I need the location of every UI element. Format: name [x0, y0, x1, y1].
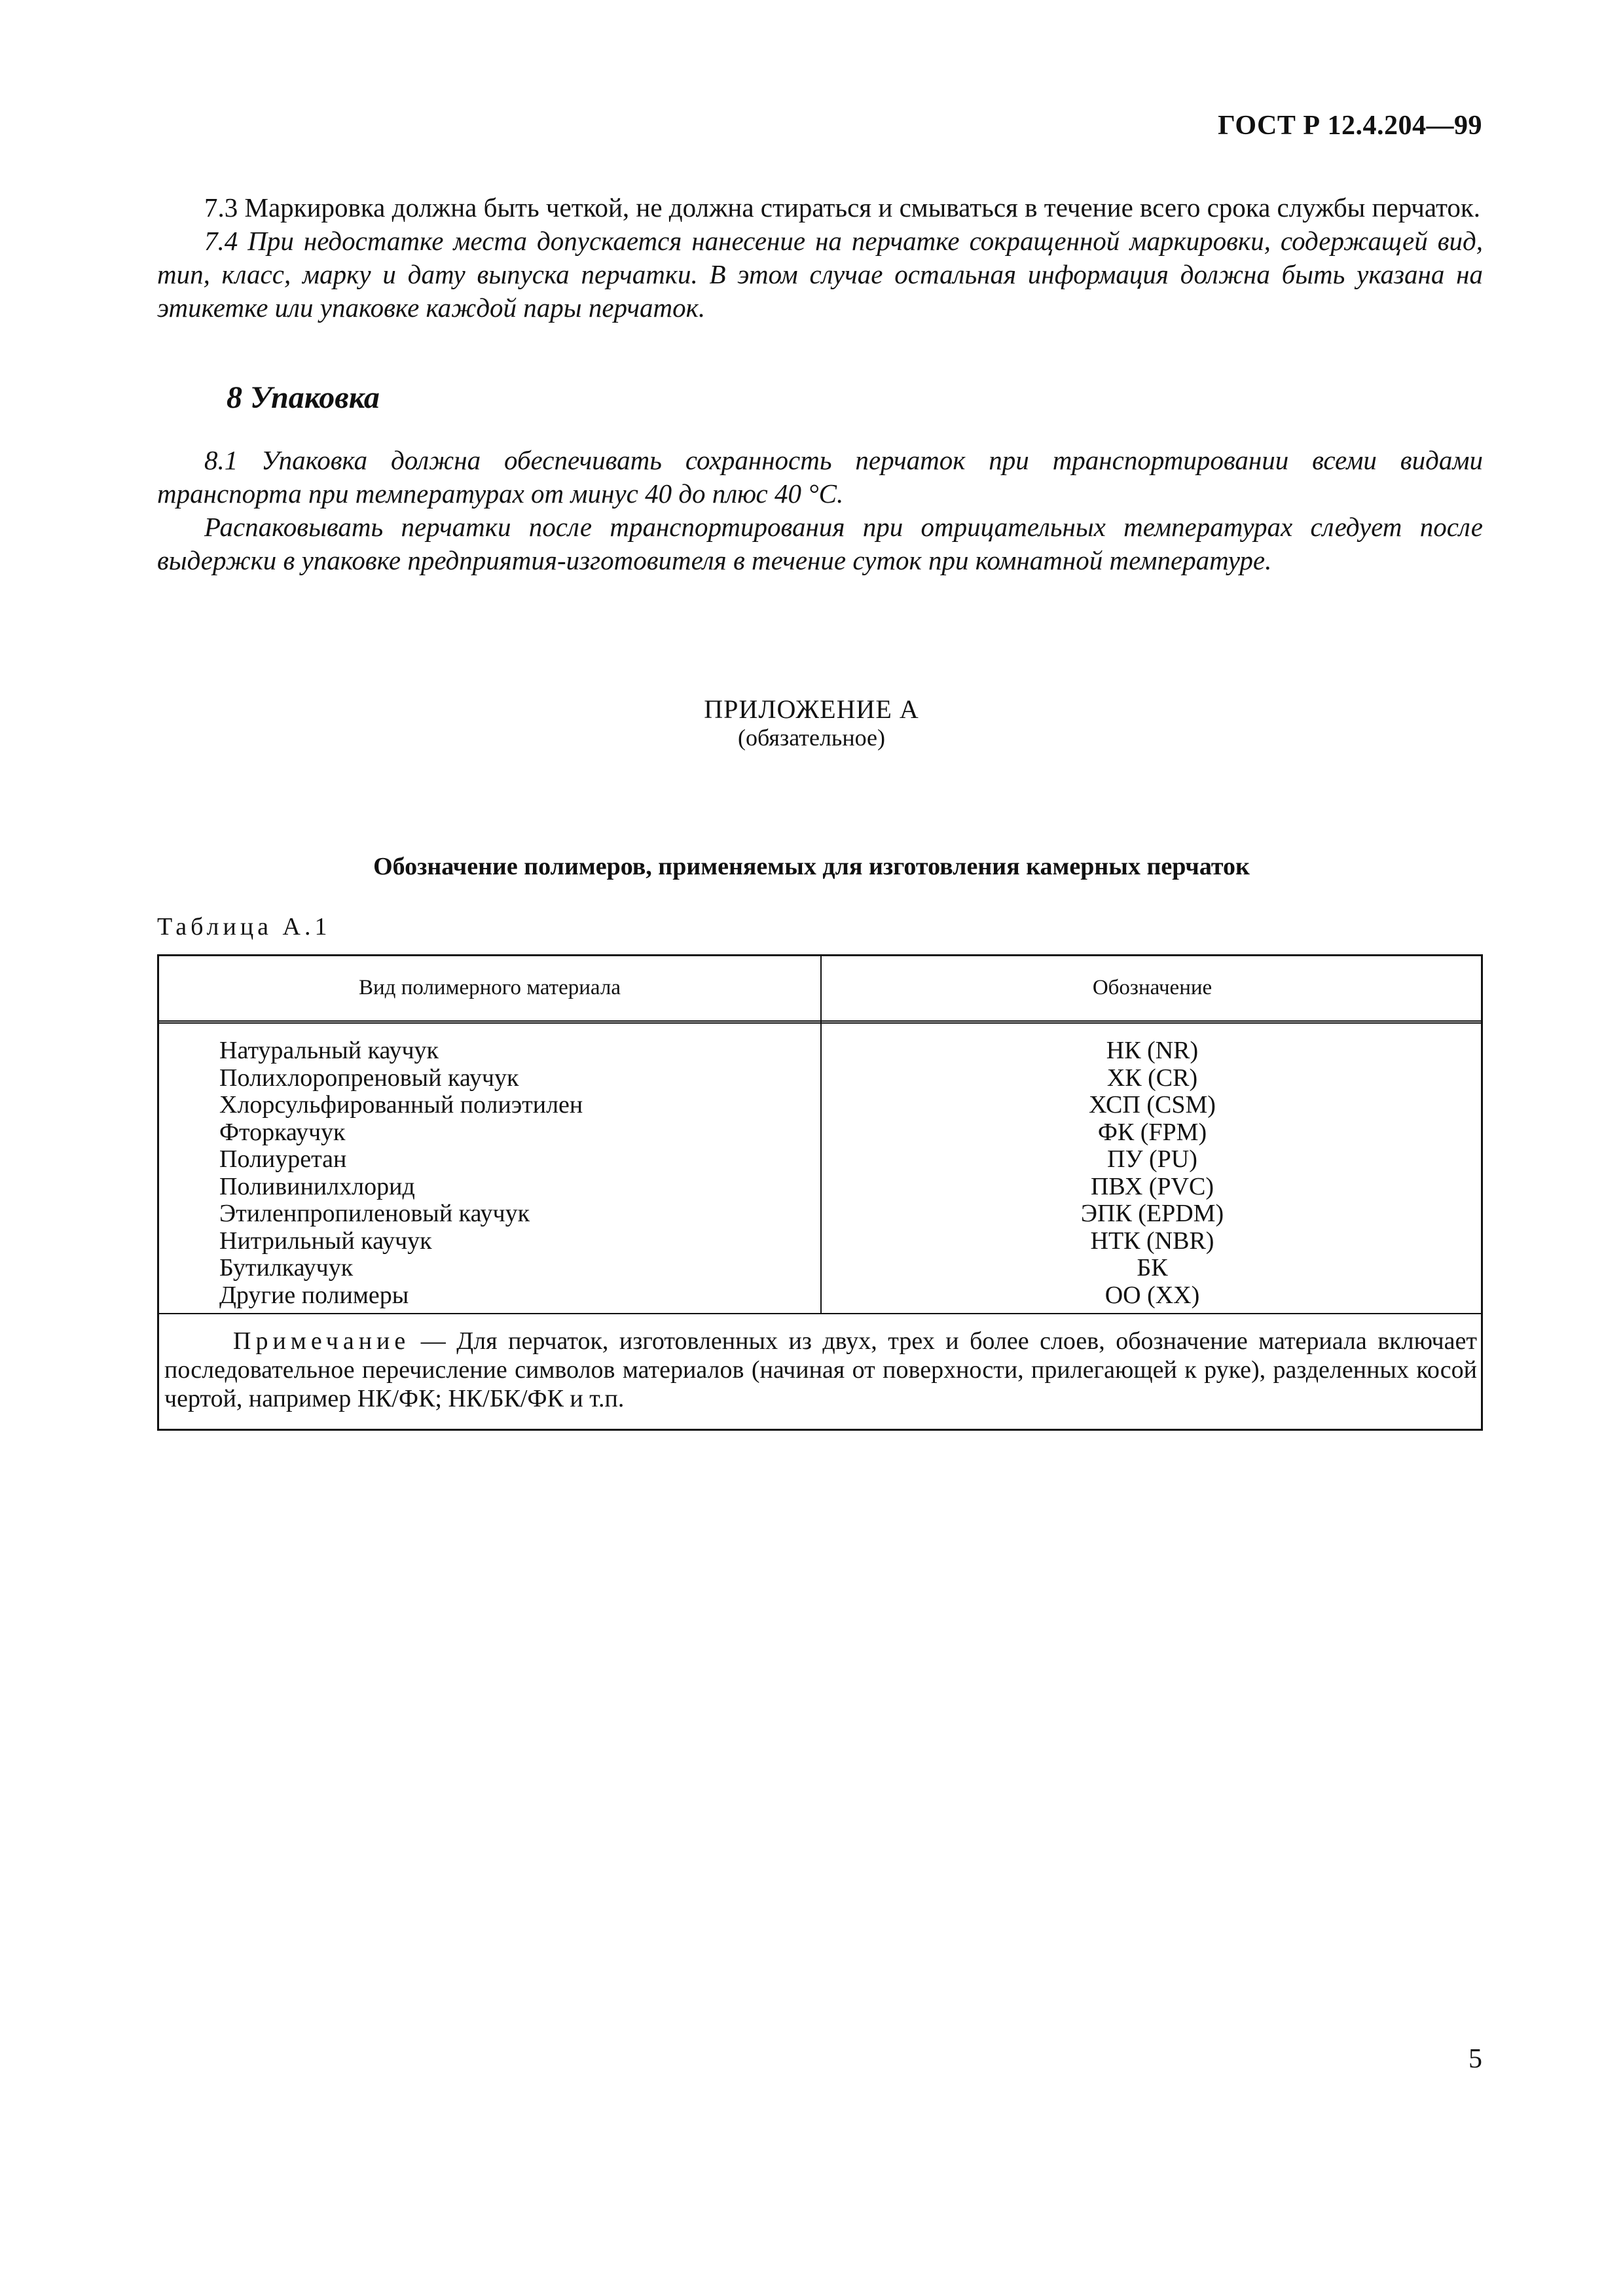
material-name: Другие полимеры — [219, 1281, 409, 1309]
material-name: Натуральный каучук — [219, 1037, 439, 1064]
material-code: БК — [1137, 1254, 1168, 1282]
paragraph-7-3: 7.3 Маркировка должна быть четкой, не должна стираться и смываться в течение всего срока службы перчаток. — [204, 192, 1481, 223]
section8-text-block — [157, 444, 1483, 577]
table-row — [159, 1282, 1481, 1310]
material-code: ХК (CR) — [1106, 1064, 1198, 1092]
material-code: ФК (FPM) — [1097, 1118, 1207, 1146]
material-name: Нитрильный каучук — [219, 1227, 432, 1255]
paragraph-7-4: 7.4 При недостатке места допускается нанесение на перчатке сокращенной маркировки, содержащей вид, тип, класс, марку и дату выпуска перчатки. В этом случае остальная информация должна быть указана на этикетке или упаковке каждой пары перчаток. — [157, 226, 1483, 323]
table-row — [159, 1228, 1481, 1255]
note-divider — [159, 1313, 1481, 1314]
table-row — [159, 1146, 1481, 1174]
column-header-designation: Обозначение — [1092, 976, 1213, 999]
column-header-material: Вид полимерного материала — [359, 976, 621, 999]
note-label: Примечание — [233, 1327, 410, 1355]
appendix-title: ПРИЛОЖЕНИЕ А — [704, 694, 919, 724]
table-row — [159, 1119, 1481, 1147]
table-caption: Обозначение полимеров, применяемых для изготовления камерных перчаток — [373, 853, 1250, 880]
table-row — [159, 1174, 1481, 1201]
table-label: Таблица А.1 — [157, 913, 331, 941]
table-row — [159, 1200, 1481, 1228]
material-code: НК (NR) — [1106, 1037, 1199, 1064]
material-name: Фторкаучук — [219, 1118, 346, 1146]
material-code: НТК (NBR) — [1090, 1227, 1214, 1255]
table-note — [164, 1327, 1477, 1413]
table-note-paragraph — [164, 1327, 1477, 1413]
polymer-table — [157, 954, 1483, 1431]
document-code-header: ГОСТ Р 12.4.204—99 — [1218, 111, 1482, 141]
paragraph-8-1: 8.1 Упаковка должна обеспечивать сохранность перчаток при транспортировании всеми видами транспорта при температурах от минус 40 до плюс 40 °С. — [157, 445, 1483, 509]
material-code: ЭПК (EPDM) — [1080, 1200, 1224, 1227]
table-row — [159, 1065, 1481, 1092]
material-code: ПУ (PU) — [1107, 1145, 1197, 1173]
header-double-rule — [159, 1020, 1481, 1024]
table-row — [159, 1092, 1481, 1119]
material-code: ПВХ (PVC) — [1090, 1172, 1214, 1200]
material-name: Этиленпропиленовый каучук — [219, 1200, 530, 1227]
material-code: ХСП (CSM) — [1089, 1091, 1216, 1119]
table-row — [159, 1037, 1481, 1065]
material-name: Поливинилхлорид — [219, 1172, 415, 1200]
appendix-subtitle: (обязательное) — [738, 725, 885, 751]
material-name: Полиуретан — [219, 1145, 347, 1173]
page-number: 5 — [1468, 2044, 1482, 2074]
section-8-heading: 8 Упаковка — [227, 380, 380, 415]
table-body — [159, 1037, 1481, 1309]
material-name: Бутилкаучук — [219, 1254, 354, 1282]
section7-text-block — [157, 191, 1483, 325]
paragraph-8-2: Распаковывать перчатки после транспортирования при отрицательных температурах следует после выдержки в упаковке предприятия-изготовителя в течение суток при комнатной температуре. — [157, 512, 1483, 575]
material-name: Хлорсульфированный полиэтилен — [219, 1091, 583, 1119]
material-code: ОО (XX) — [1104, 1281, 1200, 1309]
note-text: — Для перчаток, изготовленных из двух, трех и более слоев, обозначение материала включает последовательное перечисление символов материалов (начиная от поверхности, прилегающей к руке), разделенных косой чертой, например НК/ФК; НК/БК/ФК и т.п. — [164, 1327, 1477, 1412]
material-name: Полихлоропреновый каучук — [219, 1064, 519, 1092]
table-row — [159, 1255, 1481, 1282]
